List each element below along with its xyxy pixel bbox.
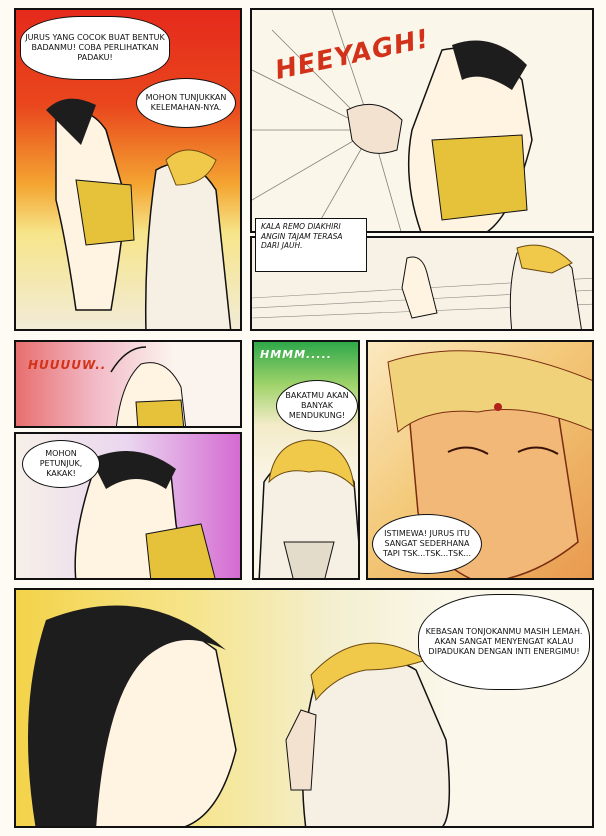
panel-4 — [14, 340, 242, 428]
yellow-vest — [136, 400, 184, 428]
yellow-vest — [432, 135, 527, 220]
panel-2 — [250, 8, 594, 233]
clenched-fists — [347, 104, 402, 153]
sound-effect: HMMM..... — [260, 348, 332, 361]
speech-bubble: MOHON TUNJUKKAN KELEMAHAN-NYA. — [136, 78, 236, 128]
sound-effect: HUUUUW.. — [28, 358, 107, 372]
panel-8 — [14, 588, 594, 828]
raised-finger-hand — [286, 710, 316, 790]
panel-5 — [252, 340, 360, 580]
blond-man-figure — [146, 163, 231, 331]
panel-5-art — [254, 342, 360, 580]
forehead-mark — [494, 403, 502, 411]
speech-bubble: BAKATMU AKAN BANYAK MENDUKUNG! — [276, 380, 358, 432]
speech-bubble: ISTIMEWA! JURUS ITU SANGAT SEDERHANA TAPI TSK...TSK...TSK... — [372, 514, 482, 574]
speech-bubble: JURUS YANG COCOK BUAT BENTUK BADANMU! COBA PERLIHATKAN PADAKU! — [20, 16, 170, 80]
panel-6 — [366, 340, 594, 580]
yellow-vest — [76, 180, 134, 245]
speech-bubble: MOHON PETUNJUK, KAKAK! — [22, 440, 100, 488]
panel-7 — [14, 432, 242, 580]
sound-effect: HEEYAGH! — [272, 24, 433, 86]
panel-1 — [14, 8, 242, 331]
yellow-vest — [146, 524, 216, 580]
panel-4-art — [16, 342, 242, 428]
speech-bubble: KEBASAN TONJOKANMU MASIH LEMAH. AKAN SANGAT MENYENGAT KALAU DIPADUKAN DENGAN INTI ENERGIMU! — [418, 594, 590, 690]
narration-caption: KALA REMO DIAKHIRI ANGIN TAJAM TERASA DARI JAUH. — [255, 218, 367, 272]
